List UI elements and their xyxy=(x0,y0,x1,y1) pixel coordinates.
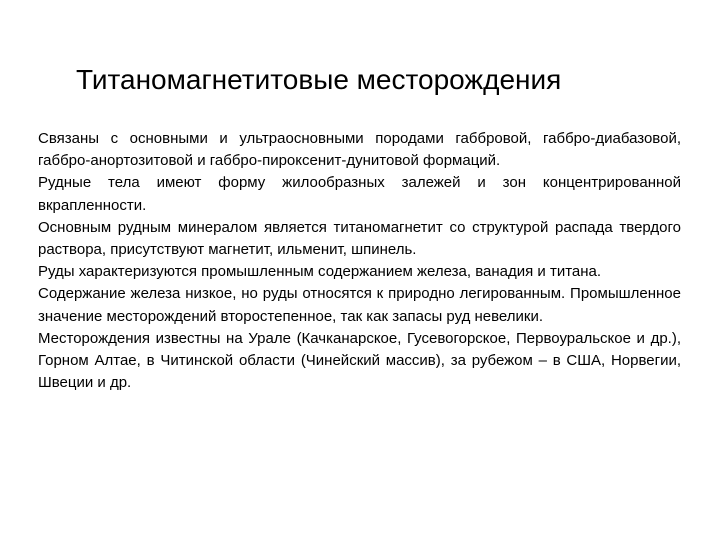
paragraph-ore-bodies: Рудные тела имеют форму жилообразных залежей и зон концентрированной вкрапленности. xyxy=(38,174,681,214)
slide-body xyxy=(38,128,681,394)
paragraph-formations: Связаны с основными и ультраосновными породами габбровой, габбро-диабазовой, габбро-анортозитовой и габбро-пироксенит-дунитовой формаций. xyxy=(38,130,681,170)
paragraph-main-mineral: Основным рудным минералом является титаномагнетит со структурой распада твердого раствора, присутствуют магнетит, ильменит, шпинель. xyxy=(38,218,681,259)
slide-title: Титаномагнетитовые месторождения xyxy=(76,64,562,95)
paragraph-locations: Месторождения известны на Урале (Качканарское, Гусевогорское, Первоуральское и др.), Горном Алтае, в Читинской области (Чинейский массив), за рубежом – в США, Норвегии, Швеции и др. xyxy=(38,329,681,392)
paragraph-iron-content: Содержание железа низкое, но руды относятся к природно легированным. Промышленное значение месторождений второстепенное, так как запасы руд невелики. xyxy=(38,285,681,325)
paragraph-ore-content: Руды характеризуются промышленным содержанием железа, ванадия и титана. xyxy=(38,263,602,281)
